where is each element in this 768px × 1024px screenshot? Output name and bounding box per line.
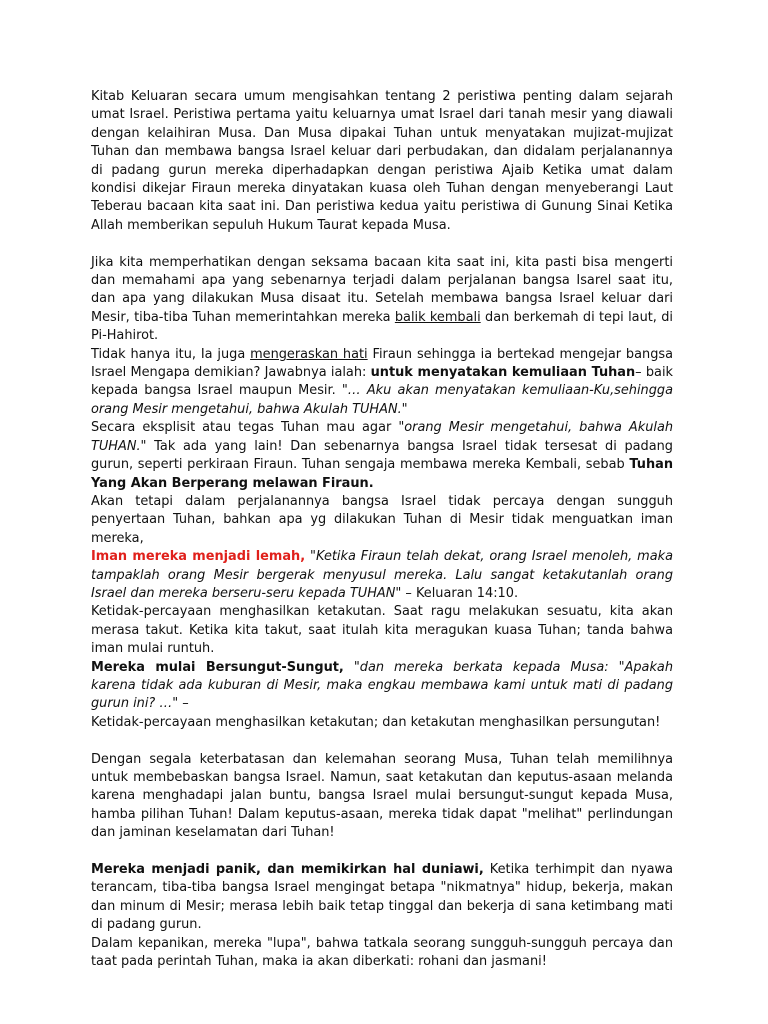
text-span: Tidak hanya itu, Ia juga	[91, 346, 251, 362]
text-span: Jika kita memperhatikan dengan seksama bacaan kita saat ini, kita pasti bisa mengerti dan memahami apa yang sebenarnya terjadi dalam perjalanan bangsa Isarel saat itu, dan apa yang dilakukan Musa disaat itu. Setelah membawa bangsa Israel keluar dari Mesir, tiba-tiba Tuhan memerintahkan mereka	[91, 254, 673, 325]
paragraph-unbelief: Akan tetapi dalam perjalanannya bangsa Israel tidak percaya dengan sungguh penyertaan Tuhan, bahkan apa yg dilakukan Tuhan di Mesir tidak menguatkan iman mereka,	[91, 493, 673, 546]
scripture-quote: "dan mereka berkata kepada Musa: "Apakah karena tidak ada kuburan di Mesir, maka engkau membawa kami untuk mati di padang gurun ini? …"	[91, 659, 673, 712]
text-span: –	[178, 696, 189, 712]
underlined-text: balik kembali	[394, 309, 481, 325]
underlined-text: mengeraskan hati	[250, 346, 368, 362]
document-body	[91, 88, 673, 971]
paragraph-explicit	[91, 419, 673, 493]
scripture-quote: "Ketika Firaun telah dekat, orang Israel menoleh, maka tampaklah orang Mesir bergerak menyusul mereka. Lalu sangat ketakutanlah orang Israel dan mereka berseru-seru kepada TUHAN"	[91, 549, 673, 601]
text-span: Tak ada yang lain! Dan sebenarnya bangsa Israel tidak tersesat di padang gurun, seperti perkiraan Firaun. Tuhan sengaja membawa mereka Kembali, sebab	[91, 438, 673, 473]
scripture-quote: "orang Mesir mengetahui, bahwa Akulah TUHAN."	[91, 420, 674, 454]
bold-text: Mereka menjadi panik, dan memikirkan hal duniawi,	[91, 862, 484, 878]
paragraph-intro: Kitab Keluaran secara umum mengisahkan tentang 2 peristiwa penting dalam sejarah umat Israel. Peristiwa pertama yaitu keluarnya umat Israel dari tanah mesir yang diawali dengan kelaihiran Musa. Dan Musa dipakai Tuhan untuk menyatakan mujizat-mujizat Tuhan dan membawa bangsa Israel keluar dari perbudakan, dan didalam perjalanannya di padang gurun mereka diperhadapkan dengan peristiwa Ajaib Ketika umat dalam kondisi dikejar Firaun mereka dinyatakan kuasa oleh Tuhan dengan menyeberangi Laut Teberau bacaan kita saat ini. Dan peristiwa kedua yaitu peristiwa di Gunung Sinai Ketika Allah memberikan sepuluh Hukum Taurat kepada Musa.	[91, 89, 673, 233]
bold-text: Tuhan Yang Akan Berperang melawan Firaun.	[91, 457, 673, 491]
paragraph-gap	[91, 732, 673, 750]
text-span: Firaun sehingga ia bertekad mengejar bangsa Israel Mengapa demikian? Jawabnya ialah:	[91, 346, 673, 381]
paragraph-panic	[91, 861, 673, 935]
paragraph-hardened-heart	[91, 346, 673, 420]
paragraph-gap	[91, 235, 673, 253]
highlight-heading: Iman mereka menjadi lemah,	[91, 549, 306, 565]
text-span: Secara eksplisit atau tegas Tuhan mau agar	[91, 420, 399, 436]
paragraph-conclusion: Dalam kepanikan, mereka "lupa", bahwa tatkala seorang sungguh-sungguh percaya dan taat pada perintah Tuhan, maka ia akan diberkati: rohani dan jasmani!	[91, 935, 673, 970]
text-span: – baik kepada bangsa Israel maupun Mesir.	[91, 365, 674, 399]
paragraph-moses: Dengan segala keterbatasan dan kelemahan seorang Musa, Tuhan telah memilihnya untuk membebaskan bangsa Israel. Namun, saat ketakutan dan keputus-asaan melanda karena menghadapi jalan buntu, bangsa Israel mulai bersungut-sungut kepada Musa, hamba pilihan Tuhan! Dalam keputus-asaan, mereka tidak dapat "melihat" perlindungan dan jaminan keselamatan dari Tuhan!	[91, 751, 673, 841]
scripture-reference: – Keluaran 14:10.	[401, 585, 519, 601]
paragraph-observation	[91, 254, 673, 346]
paragraph-gap	[91, 843, 673, 861]
paragraph-weak-faith	[91, 548, 673, 603]
text-span: Ketika terhimpit dan nyawa terancam, tiba-tiba bangsa Israel mengingat betapa "nikmatnya" hidup, bekerja, makan dan minum di Mesir; merasa lebih baik tetap tinggal dan bekerja di sana ketimbang mati di padang gurun.	[91, 862, 674, 933]
bold-text: untuk menyatakan kemuliaan Tuhan	[370, 365, 636, 381]
scripture-quote: "… Aku akan menyatakan kemuliaan-Ku,sehingga orang Mesir mengetahui, bahwa Akulah TUHAN."	[91, 383, 673, 417]
text-span: dan berkemah di tepi laut, di Pi-Hahirot.	[91, 309, 673, 344]
paragraph-fear: Ketidak-percayaan menghasilkan ketakutan. Saat ragu melakukan sesuatu, kita akan merasa takut. Ketika kita takut, saat itulah kita meragukan kuasa Tuhan; tanda bahwa iman mulai runtuh.	[91, 604, 673, 657]
paragraph-grumbling	[91, 659, 673, 714]
bold-text: Mereka mulai Bersungut-Sungut,	[91, 659, 344, 675]
paragraph-summary: Ketidak-percayaan menghasilkan ketakutan; dan ketakutan menghasilkan persungutan!	[91, 714, 661, 730]
